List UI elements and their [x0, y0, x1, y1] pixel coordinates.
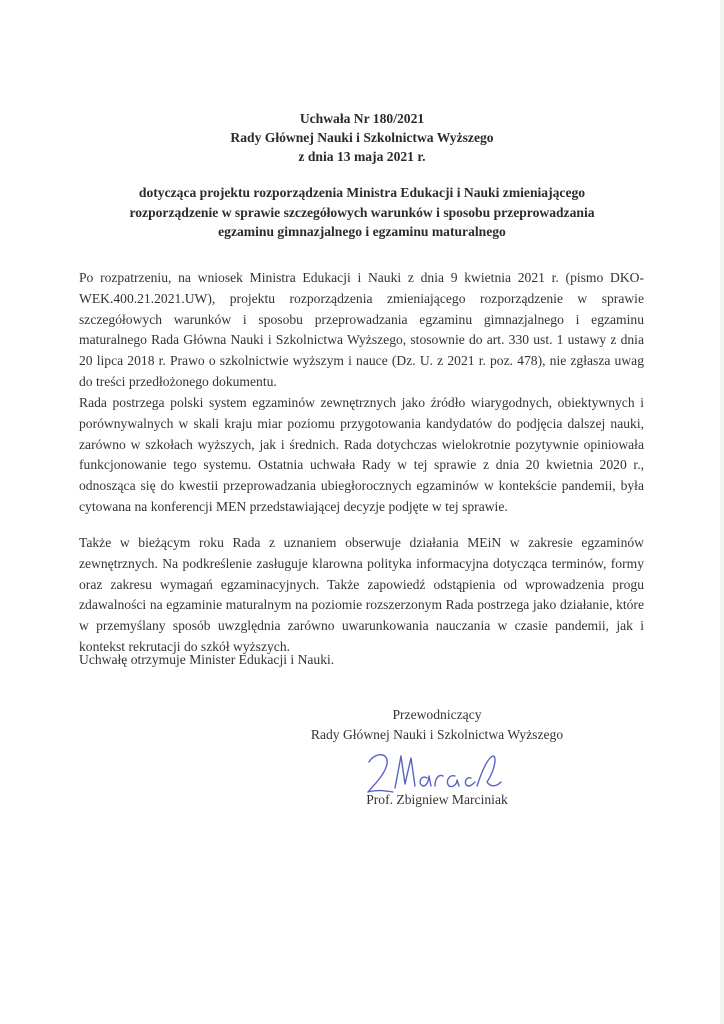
resolution-number: Uchwała Nr 180/2021: [299, 111, 425, 126]
issuing-body: Rady Głównej Nauki i Szkolnictwa Wyższego: [230, 130, 494, 145]
paragraph-4: Uchwałę otrzymuje Minister Edukacji i Nauki.: [79, 652, 335, 667]
signature-block: [282, 705, 592, 745]
subject-line-2: rozporządzenie w sprawie szczegółowych warunków i sposobu przeprowadzania: [129, 204, 595, 220]
resolution-subject: [40, 183, 684, 242]
resolution-date: z dnia 13 maja 2021 r.: [298, 149, 426, 164]
signer-organization: Rady Głównej Nauki i Szkolnictwa Wyższego: [310, 727, 564, 742]
handwritten-signature-icon: [365, 748, 505, 796]
signer-name: Prof. Zbigniew Marciniak: [366, 792, 508, 807]
subject-line-3: egzaminu gimnazjalnego i egzaminu maturalnego: [218, 224, 506, 239]
signer-title: Przewodniczący: [392, 707, 482, 722]
subject-line-1: dotycząca projektu rozporządzenia Ministra Edukacji i Nauki zmieniającego: [138, 185, 586, 200]
paragraph-1: Po rozpatrzeniu, na wniosek Ministra Edukacji i Nauki z dnia 9 kwietnia 2021 r. (pismo DKO-WEK.400.21.2021.UW), projektu rozporządzenia zmieniającego rozporządzenie w sprawie szczegółowych warunków i sposobu przeprowadzania egzaminu gimnazjalnego i egzaminu maturalnego Rada Główna Nauki i Szkolnictwa Wyższego, stosownie do art. 330 ust. 1 ustawy z dnia 20 lipca 2018 r. Prawo o szkolnictwie wyższym i nauce (Dz. U. z 2021 r. poz. 478), nie zgłasza uwag do treści przedłożonego dokumentu.: [79, 270, 644, 389]
resolution-header: [0, 109, 724, 166]
scan-edge-border: [720, 0, 724, 1024]
paragraph-2: Rada postrzega polski system egzaminów zewnętrznych jako źródło wiarygodnych, obiektywnych i porównywalnych w skali kraju miar poziomu przygotowania kandydatów do podjęcia dalszej nauki, zarówno w szkołach wyższych, jak i średnich. Rada dotychczas wielokrotnie pozytywnie opiniowała funkcjonowanie tego systemu. Ostatnia uchwała Rady w tej sprawie z dnia 20 kwietnia 2020 r., odnosząca się do kwestii przeprowadzania ubiegłorocznych egzaminów w kontekście pandemii, była cytowana na konferencji MEN przedstawiającej decyzje podjęte w tej sprawie.: [79, 395, 644, 514]
paragraph-3: Także w bieżącym roku Rada z uznaniem obserwuje działania MEiN w zakresie egzaminów zewnętrznych. Na podkreślenie zasługuje klarowna polityka informacyjna dotycząca terminów, formy oraz zakresu wymagań egzaminacyjnych. Także zapowiedź odstąpienia od wprowadzenia progu zdawalności na egzaminie maturalnym na poziomie rozszerzonym Rada postrzega jako działanie, które w przemyślany sposób uwzględnia zarówno uwarunkowania nauczania w czasie pandemii, jak i kontekst rekrutacji do szkół wyższych.: [79, 535, 644, 654]
